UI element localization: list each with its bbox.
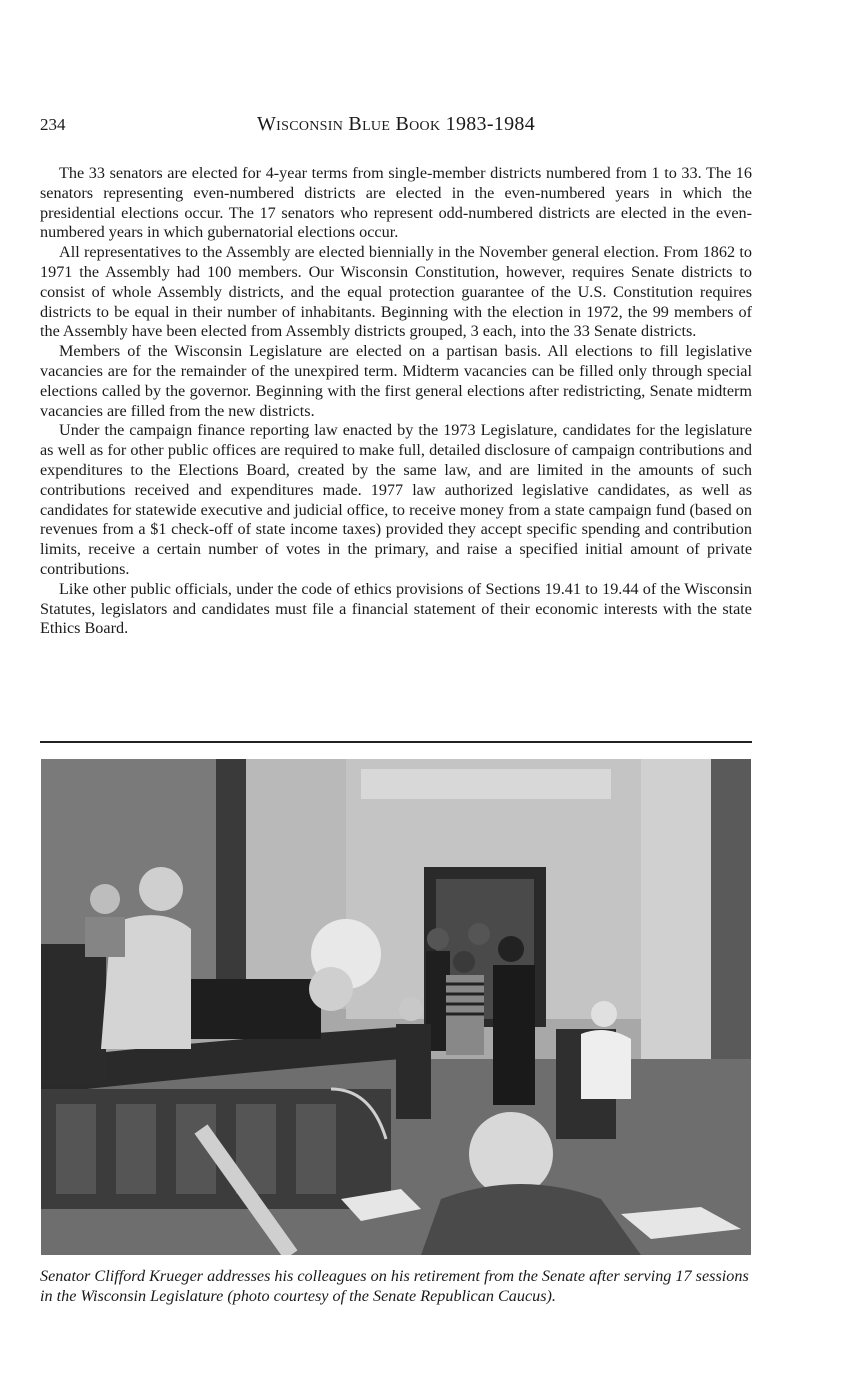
paragraph-assembly: All representatives to the Assembly are elected biennially in the November general election. From 1862 to 1971 the Assembly had 100 members. Our Wisconsin Constitution, however, requires Senate districts to consist of whole Assembly districts, and the equal protection guarantee of the U.S. Constitution requires districts to be equal in their number of inhabitants. Beginning with the election in 1972, the 99 members of the Assembly have been elected from Assembly districts grouped, 3 each, into the 33 Senate districts.	[40, 243, 752, 341]
body-text	[40, 164, 752, 639]
paragraph-campaign-finance: Under the campaign finance reporting law enacted by the 1973 Legislature, candidates for the legislature as well as for other public offices are required to make full, detailed disclosure of campaign contributions and expenditures to the Elections Board, created by the same law, and are limited in the amounts of such contributions received and expenditures made. 1977 law authorized legislative candidates, as well as candidates for statewide executive and judicial office, to receive money from a state campaign fund (based on revenues from a $1 check-off of state income taxes) provided they accept specific spending and contribution limits, receive a certain number of votes in the primary, and raise a specified initial amount of private contributions.	[40, 421, 752, 578]
paragraph-ethics: Like other public officials, under the code of ethics provisions of Sections 19.41 to 19.44 of the Wisconsin Statutes, legislators and candidates must file a financial statement of their economic interests with the state Ethics Board.	[40, 579, 752, 638]
page-header	[40, 113, 752, 139]
horizontal-rule	[40, 741, 752, 743]
page-number: 234	[40, 115, 66, 134]
senate-chamber-photo	[41, 759, 751, 1255]
paragraph-partisan-elections: Members of the Wisconsin Legislature are elected on a partisan basis. All elections to fill legislative vacancies are for the remainder of the unexpired term. Midterm vacancies can be filled only through special elections called by the governor. Beginning with the first general elections after redistricting, Senate midterm vacancies are filled from the new districts.	[40, 342, 752, 420]
running-title: Wisconsin Blue Book 1983-1984	[256, 113, 536, 135]
paragraph-senators: The 33 senators are elected for 4-year terms from single-member districts numbered from 1 to 33. The 16 senators representing even-numbered districts are elected in the even-numbered years in which the presidential elections occur. The 17 senators who represent odd-numbered districts are elected in the even-numbered years in which gubernatorial elections occur.	[40, 164, 752, 242]
photo-caption: Senator Clifford Krueger addresses his colleagues on his retirement from the Senate after serving 17 sessions in the Wisconsin Legislature (photo courtesy of the Senate Republican Caucus).	[40, 1267, 749, 1305]
